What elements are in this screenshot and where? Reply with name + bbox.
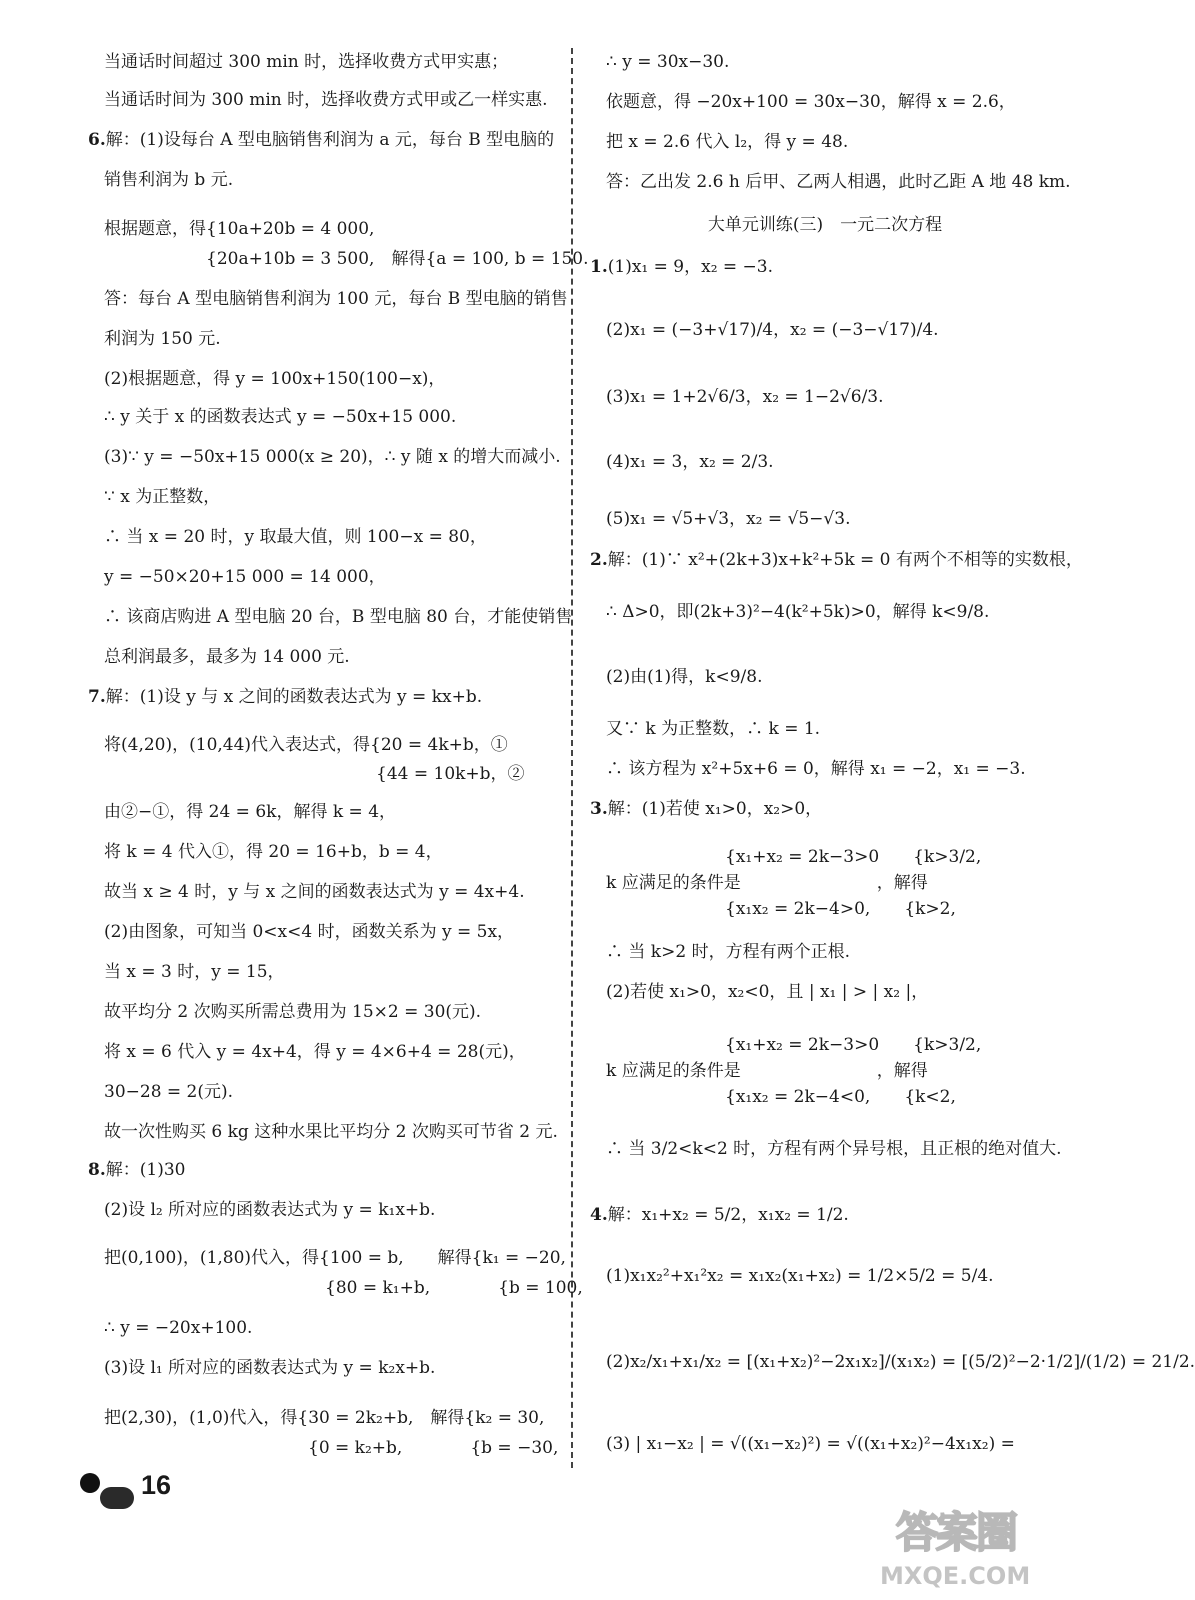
- line-text: ∴ 当 3/2<k<2 时，方程有两个异号根，且正根的绝对值大.: [606, 1139, 1062, 1159]
- page-number: 16: [141, 1470, 172, 1500]
- line-text: 故平均分 2 次购买所需总费用为 15×2 = 30(元).: [104, 1002, 482, 1022]
- line-text: 解：(1)设每台 A 型电脑销售利润为 a 元，每台 B 型电脑的: [105, 130, 555, 150]
- text-line: [606, 600, 989, 624]
- line-text: 将(4,20)，(10,44)代入表达式，得{20 = 4k+b，①: [104, 735, 508, 755]
- line-text: 当 x = 3 时，y = 15，: [104, 962, 285, 982]
- text-line: [590, 1203, 849, 1227]
- text-line: [104, 565, 386, 589]
- text-line: [104, 733, 508, 757]
- question-number: 2.: [590, 550, 608, 570]
- line-text: 利润为 150 元.: [104, 329, 221, 349]
- text-line: [606, 940, 850, 964]
- text-line: [104, 920, 514, 944]
- line-text: k 应满足的条件是 ，解得: [606, 1061, 928, 1081]
- line-text: (1)x₁x₂²+x₁²x₂ = x₁x₂(x₁+x₂) = 1/2×5/2 = 5/4.: [606, 1266, 994, 1286]
- line-text: (2)根据题意，得 y = 100x+150(100−x)，: [104, 369, 446, 389]
- text-line: [606, 1033, 981, 1057]
- text-line: [104, 800, 396, 824]
- line-text: {20a+10b = 3 500, 解得{a = 100, b = 150.: [104, 249, 589, 269]
- line-text: (2)由图象，可知当 0<x<4 时，函数关系为 y = 5x，: [104, 922, 515, 942]
- line-text: 故一次性购买 6 kg 这种水果比平均分 2 次购买可节省 2 元.: [104, 1122, 558, 1142]
- text-line: [590, 797, 822, 821]
- line-text: 解：(1)若使 x₁>0，x₂>0，: [607, 799, 823, 819]
- line-text: 答：乙出发 2.6 h 后甲、乙两人相遇，此时乙距 A 地 48 km.: [606, 172, 1071, 192]
- text-line: [104, 645, 350, 669]
- line-text: 解：(1)30: [105, 1160, 186, 1180]
- text-line: [606, 1059, 928, 1083]
- text-line: [606, 897, 956, 921]
- text-line: [590, 548, 1083, 572]
- text-line: [104, 880, 525, 904]
- text-line: [606, 757, 1026, 781]
- line-text: 故当 x ≥ 4 时，y 与 x 之间的函数表达式为 y = 4x+4.: [104, 882, 525, 902]
- text-line: [606, 318, 939, 342]
- line-text: 根据题意，得{10a+20b = 4 000,: [104, 219, 375, 239]
- text-line: [104, 247, 589, 271]
- question-number: 7.: [88, 687, 106, 707]
- text-line: [104, 217, 374, 241]
- line-text: 把(2,30)，(1,0)代入，得{30 = 2k₂+b, 解得{k₂ = 30,: [104, 1408, 545, 1428]
- line-text: ∴ 该商店购进 A 型电脑 20 台，B 型电脑 80 台，才能使销售: [104, 607, 573, 627]
- text-line: [606, 1350, 1195, 1374]
- text-line: [606, 1264, 994, 1288]
- text-line: [104, 1316, 252, 1340]
- question-number: 3.: [590, 799, 608, 819]
- line-text: {44 = 10k+b，②: [104, 764, 525, 784]
- line-text: ∴ 当 k>2 时，方程有两个正根.: [606, 942, 850, 962]
- text-line: [88, 1158, 185, 1182]
- text-line: [104, 88, 548, 112]
- line-text: (4)x₁ = 3，x₂ = 2/3.: [606, 452, 774, 472]
- line-text: 总利润最多，最多为 14 000 元.: [104, 647, 350, 667]
- text-line: [104, 1406, 544, 1430]
- footer-dot-icon: [80, 1473, 100, 1493]
- line-text: ∴ y = −20x+100.: [104, 1318, 253, 1338]
- text-line: [104, 405, 456, 429]
- line-text: 把 x = 2.6 代入 l₂，得 y = 48.: [606, 132, 849, 152]
- line-text: 答：每台 A 型电脑销售利润为 100 元，每台 B 型电脑的销售: [104, 289, 568, 309]
- line-text: y = −50×20+15 000 = 14 000，: [104, 567, 386, 587]
- text-line: [606, 385, 884, 409]
- text-line: [606, 980, 928, 1004]
- line-text: (2)由(1)得，k<9/8.: [606, 667, 763, 687]
- line-text: {x₁+x₂ = 2k−3>0 {k>3/2,: [606, 1035, 982, 1055]
- line-text: ∴ y 关于 x 的函数表达式 y = −50x+15 000.: [104, 407, 457, 427]
- text-line: [104, 445, 561, 469]
- text-line: [606, 1085, 956, 1109]
- text-line: [104, 1000, 481, 1024]
- line-text: {80 = k₁+b, {b = 100,: [104, 1278, 583, 1298]
- question-number: 6.: [88, 130, 106, 150]
- line-text: 销售利润为 b 元.: [104, 170, 234, 190]
- line-text: {x₁x₂ = 2k−4<0, {k<2,: [606, 1087, 956, 1107]
- line-text: 依题意，得 −20x+100 = 30x−30，解得 x = 2.6，: [606, 92, 1016, 112]
- line-text: (2)x₂/x₁+x₁/x₂ = [(x₁+x₂)²−2x₁x₂]/(x₁x₂) = [(5/2)²−2·1/2]/(1/2) = 21/2.: [606, 1352, 1195, 1372]
- text-line: [606, 665, 762, 689]
- line-text: (5)x₁ = √5+√3，x₂ = √5−√3.: [606, 509, 851, 529]
- question-number: 4.: [590, 1205, 608, 1225]
- line-text: (3) | x₁−x₂ | = √((x₁−x₂)²) = √((x₁+x₂)²−4x₁x₂) =: [606, 1434, 1015, 1454]
- line-text: k 应满足的条件是 ，解得: [606, 873, 928, 893]
- text-line: [606, 845, 981, 869]
- text-line: [606, 717, 820, 741]
- text-line: [606, 90, 1016, 114]
- line-text: (3)∵ y = −50x+15 000(x ≥ 20)，∴ y 随 x 的增大而减小.: [104, 447, 561, 467]
- line-text: 解：x₁+x₂ = 5/2，x₁x₂ = 1/2.: [607, 1205, 849, 1225]
- text-line: [606, 170, 1071, 194]
- line-text: 当通话时间为 300 min 时，选择收费方式甲或乙一样实惠.: [104, 90, 548, 110]
- text-line: [606, 1432, 1015, 1456]
- line-text: ∴ Δ>0，即(2k+3)²−4(k²+5k)>0，解得 k<9/8.: [606, 602, 990, 622]
- line-text: 将 k = 4 代入①，得 20 = 16+b，b = 4，: [104, 842, 443, 862]
- text-line: [104, 367, 445, 391]
- text-line: [104, 605, 572, 629]
- line-text: ∵ x 为正整数，: [104, 487, 221, 507]
- line-text: ∴ 当 x = 20 时，y 取最大值，则 100−x = 80，: [104, 527, 487, 547]
- footer-decoration-icon: [100, 1487, 134, 1509]
- line-text: {0 = k₂+b, {b = −30,: [104, 1438, 559, 1458]
- text-line: [104, 287, 568, 311]
- line-text: {x₁x₂ = 2k−4>0, {k>2,: [606, 899, 956, 919]
- text-line: [104, 840, 443, 864]
- text-line: [104, 50, 508, 74]
- line-text: (2)设 l₂ 所对应的函数表达式为 y = k₁x+b.: [104, 1200, 436, 1220]
- text-line: [606, 871, 928, 895]
- text-line: [606, 1137, 1062, 1161]
- text-line: [104, 485, 220, 509]
- text-line: [104, 1080, 233, 1104]
- text-line: [104, 1198, 435, 1222]
- text-line: [104, 1276, 583, 1300]
- text-line: [104, 1040, 526, 1064]
- line-text: (2)若使 x₁>0，x₂<0，且 | x₁ | > | x₂ |，: [606, 982, 929, 1002]
- question-number: 8.: [88, 1160, 106, 1180]
- text-line: [606, 507, 850, 531]
- line-text: 把(0,100)，(1,80)代入，得{100 = b, 解得{k₁ = −20,: [104, 1248, 566, 1268]
- line-text: (3)设 l₁ 所对应的函数表达式为 y = k₂x+b.: [104, 1358, 436, 1378]
- line-text: 将 x = 6 代入 y = 4x+4，得 y = 4×6+4 = 28(元)，: [104, 1042, 526, 1062]
- text-line: [606, 50, 729, 74]
- watermark-logo: 答案圈: [896, 1508, 1017, 1557]
- line-text: {x₁+x₂ = 2k−3>0 {k>3/2,: [606, 847, 982, 867]
- line-text: (3)x₁ = 1+2√6/3，x₂ = 1−2√6/3.: [606, 387, 884, 407]
- text-line: [88, 128, 554, 152]
- text-line: [606, 130, 848, 154]
- line-text: ∴ y = 30x−30.: [606, 52, 730, 72]
- text-line: [104, 1120, 558, 1144]
- text-line: [104, 960, 285, 984]
- line-text: 30−28 = 2(元).: [104, 1082, 234, 1102]
- text-line: [606, 450, 774, 474]
- question-number: 1.: [590, 257, 608, 277]
- text-line: [104, 168, 233, 192]
- line-text: (2)x₁ = (−3+√17)/4，x₂ = (−3−√17)/4.: [606, 320, 939, 340]
- line-text: ∴ 该方程为 x²+5x+6 = 0，解得 x₁ = −2，x₁ = −3.: [606, 759, 1026, 779]
- text-line: [88, 685, 482, 709]
- watermark-url: MXQE.COM: [880, 1562, 1031, 1590]
- text-line: [590, 255, 773, 279]
- line-text: 又∵ k 为正整数，∴ k = 1.: [606, 719, 821, 739]
- line-text: 解：(1)设 y 与 x 之间的函数表达式为 y = kx+b.: [105, 687, 483, 707]
- text-line: [104, 525, 487, 549]
- text-line: [104, 327, 221, 351]
- text-line: [104, 1246, 566, 1270]
- text-line: [104, 1356, 435, 1380]
- line-text: 当通话时间超过 300 min 时，选择收费方式甲实惠；: [104, 52, 509, 72]
- line-text: 由②−①，得 24 = 6k，解得 k = 4，: [104, 802, 397, 822]
- section-title: 大单元训练(三) 一元二次方程: [707, 215, 943, 235]
- line-text: (1)x₁ = 9，x₂ = −3.: [607, 257, 774, 277]
- text-line: [104, 1436, 558, 1460]
- line-text: 解：(1)∵ x²+(2k+3)x+k²+5k = 0 有两个不相等的实数根，: [607, 550, 1083, 570]
- text-line: [104, 762, 525, 786]
